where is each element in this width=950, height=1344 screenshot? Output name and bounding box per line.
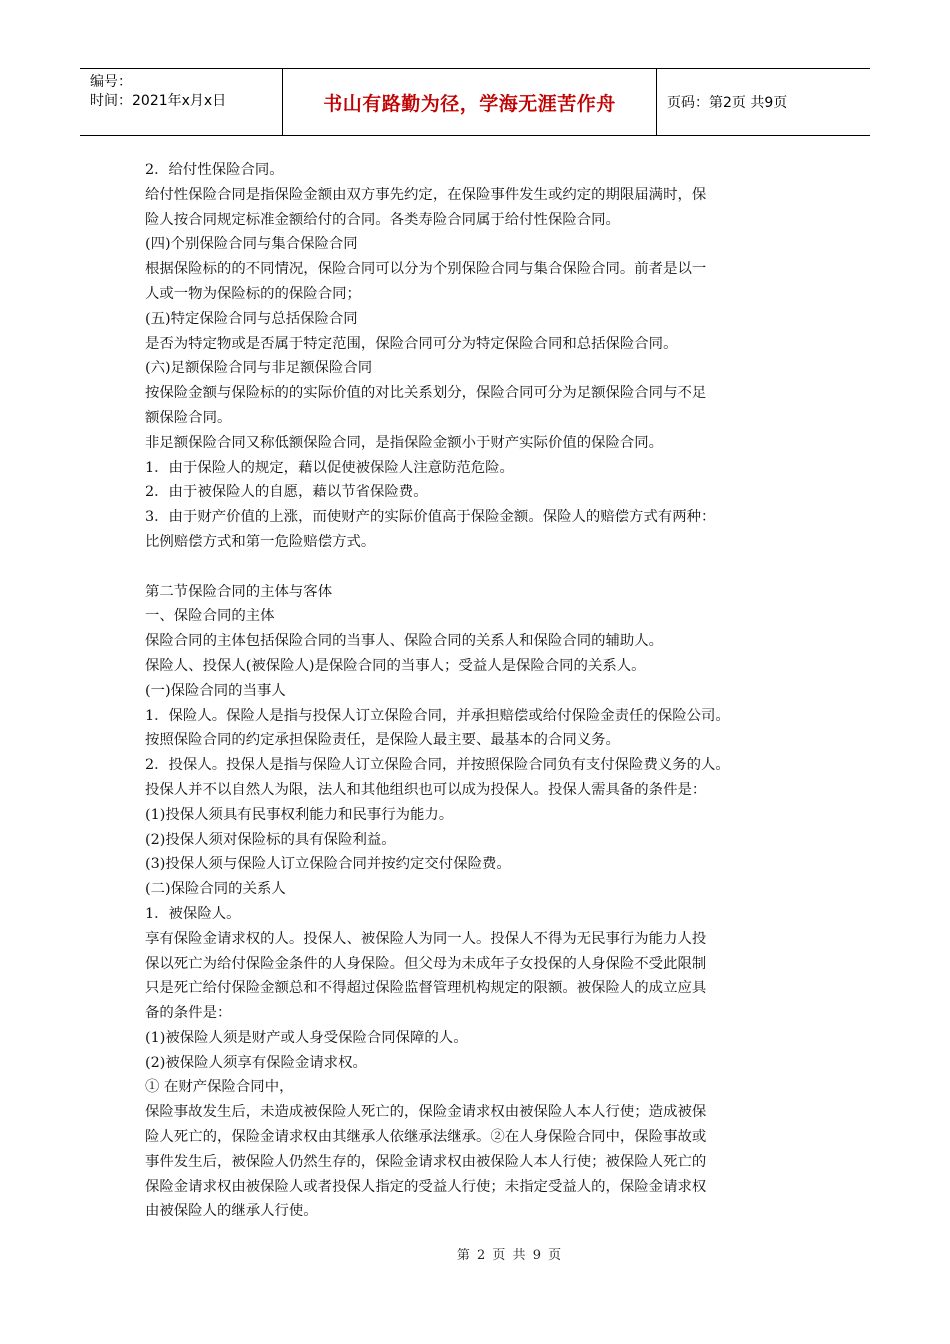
paragraph-line: 保以死亡为给付保险金条件的人身保险。但父母为未成年子女投保的人身保险不受此限制 xyxy=(145,955,707,972)
paragraph-line: 1．被保险人。 xyxy=(145,905,241,922)
paragraph-line: 险人按合同规定标准金额给付的合同。各类寿险合同属于给付性保险合同。 xyxy=(145,211,620,228)
paragraph-line: 比例赔偿方式和第一危险赔偿方式。 xyxy=(145,533,376,550)
paragraph-line: (2)被保险人须享有保险金请求权。 xyxy=(145,1054,367,1071)
paragraph-line: (1)被保险人须是财产或人身受保险合同保障的人。 xyxy=(145,1029,468,1046)
paragraph-line: 保险合同的主体包括保险合同的当事人、保险合同的关系人和保险合同的辅助人。 xyxy=(145,633,664,650)
paragraph-line: 2．投保人。投保人是指与保险人订立保险合同，并按照保险合同负有支付保险费义务的人。 xyxy=(145,757,730,774)
paragraph-line: 一、保险合同的主体 xyxy=(145,608,275,625)
paragraph-line: 1．保险人。保险人是指与投保人订立保险合同，并承担赔偿或给付保险金责任的保险公司。 xyxy=(145,707,730,724)
document-body xyxy=(145,158,825,1224)
paragraph-line: 保险人、投保人(被保险人)是保险合同的当事人；受益人是保险合同的关系人。 xyxy=(145,657,646,674)
paragraph-line: 备的条件是： xyxy=(145,1005,232,1022)
paragraph-line: 保险金请求权由被保险人或者投保人指定的受益人行使；未指定受益人的，保险金请求权 xyxy=(145,1178,707,1195)
paragraph-line: 险人死亡的，保险金请求权由其继承人依继承法继承。②在人身保险合同中，保险事故或 xyxy=(145,1129,707,1146)
header-page-info: 页码：第2页 共9页 xyxy=(667,95,788,111)
paragraph-line: 第二节保险合同的主体与客体 xyxy=(145,583,333,600)
paragraph-line: (四)个别保险合同与集合保险合同 xyxy=(145,236,358,253)
paragraph-line: 投保人并不以自然人为限，法人和其他组织也可以成为投保人。投保人需具备的条件是： xyxy=(145,781,707,798)
paragraph-line: (五)特定保险合同与总括保险合同 xyxy=(145,310,358,327)
paragraph-line: 给付性保险合同是指保险金额由双方事先约定，在保险事件发生或约定的期限届满时，保 xyxy=(145,186,707,203)
paragraph-line: (2)投保人须对保险标的具有保险利益。 xyxy=(145,831,396,848)
header-meta xyxy=(80,69,283,135)
paragraph-line: 根据保险标的的不同情况，保险合同可以分为个别保险合同与集合保险合同。前者是以一 xyxy=(145,261,707,278)
paragraph-line: 享有保险金请求权的人。投保人、被保险人为同一人。投保人不得为无民事行为能力人投 xyxy=(145,930,707,947)
paragraph-line: 按照保险合同的约定承担保险责任，是保险人最主要、最基本的合同义务。 xyxy=(145,732,620,749)
paragraph-line: (六)足额保险合同与非足额保险合同 xyxy=(145,360,373,377)
paragraph-line: (二)保险合同的关系人 xyxy=(145,881,286,898)
paragraph-line: ① 在财产保险合同中， xyxy=(145,1079,294,1096)
paragraph-line: (一)保险合同的当事人 xyxy=(145,682,286,699)
paragraph-line: 由被保险人的继承人行使。 xyxy=(145,1203,318,1220)
paragraph-line: 1．由于保险人的规定，藉以促使被保险人注意防范危险。 xyxy=(145,459,514,476)
paragraph-line: (1)投保人须具有民事权利能力和民事行为能力。 xyxy=(145,806,454,823)
paragraph-line: 非足额保险合同又称低额保险合同，是指保险金额小于财产实际价值的保险合同。 xyxy=(145,434,664,451)
page-header xyxy=(80,68,870,136)
paragraph-line: 按保险金额与保险标的的实际价值的对比关系划分，保险合同可分为足额保险合同与不足 xyxy=(145,385,707,402)
header-number-label: 编号： xyxy=(90,74,132,90)
header-date-label: 时间：2021年x月x日 xyxy=(90,93,227,109)
paragraph-line: 2．由于被保险人的自愿，藉以节省保险费。 xyxy=(145,484,428,501)
paragraph-line: 保险事故发生后，未造成被保险人死亡的，保险金请求权由被保险人本人行使；造成被保 xyxy=(145,1104,707,1121)
page-footer: 第 2 页 共 9 页 xyxy=(456,1248,562,1263)
paragraph-line: 人或一物为保险标的的保险合同； xyxy=(145,285,361,302)
paragraph-line: 事件发生后，被保险人仍然生存的，保险金请求权由被保险人本人行使；被保险人死亡的 xyxy=(145,1153,707,1170)
header-motto: 书山有路勤为径，学海无涯苦作舟 xyxy=(283,69,657,135)
paragraph-line: 2．给付性保险合同。 xyxy=(145,162,284,178)
paragraph-line: 额保险合同。 xyxy=(145,409,232,426)
paragraph-line: 是否为特定物或是否属于特定范围，保险合同可分为特定保险合同和总括保险合同。 xyxy=(145,335,678,352)
paragraph-line: (3)投保人须与保险人订立保险合同并按约定交付保险费。 xyxy=(145,856,511,873)
paragraph-line xyxy=(145,555,825,580)
paragraph-line: 只是死亡给付保险金额总和不得超过保险监督管理机构规定的限额。被保险人的成立应具 xyxy=(145,980,707,997)
paragraph-line: 3．由于财产价值的上涨，而使财产的实际价值高于保险金额。保险人的赔偿方式有两种： xyxy=(145,509,716,526)
